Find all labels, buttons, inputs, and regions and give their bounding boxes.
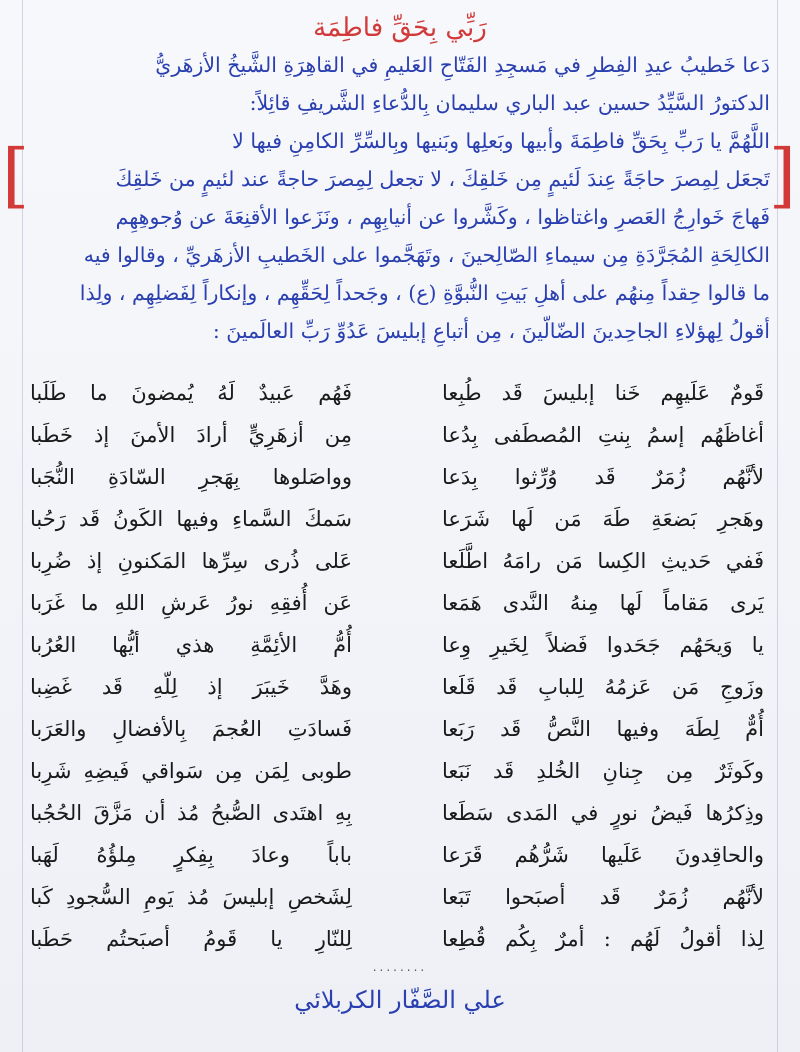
left-bracket: ] [2, 134, 30, 216]
intro-paragraph [24, 46, 770, 350]
verse-second-hemistich: طوبى لِمَن مِن سَواقي فَيضِهِ شَرِبا [30, 759, 352, 783]
page-title: رَبِّي بِحَقِّ فاطِمَة [313, 13, 487, 43]
verse-first-hemistich: قَومٌ عَلَيهِم خَنا إبليسَ قَد طُبِعا [442, 381, 764, 405]
verse [30, 540, 764, 582]
verse-first-hemistich: والحاقِدونَ عَلَيها شَرُّهُم قَرَعا [442, 843, 764, 867]
verse-first-hemistich: وكَوثَرٌ مِن جِنانِ الخُلدِ قَد نَبَعا [442, 759, 764, 783]
verse-second-hemistich: عَلى ذُرى سِرِّها المَكنونِ إذ ضُرِبا [30, 549, 352, 573]
intro-line: تَجعَل لِمِصرَ حاجَةً عِندَ لَئيمٍ مِن خَلقِكَ ، لا تجعل لِمِصرَ حاجةً عند لئيمٍ من خَلقِكَ [115, 167, 770, 191]
verse-first-hemistich: أغاظَهُم إسمُ بِنتِ المُصطَفى بِدُعا [442, 423, 764, 447]
verse [30, 456, 764, 498]
verse-second-hemistich: فَهُم عَبيدٌ لَهُ يُمضونَ ما طَلَبا [30, 381, 352, 405]
verse-second-hemistich: أُمُّ الأئِمَّةِ هذي أيُّها العُرُبا [30, 633, 352, 657]
verse [30, 414, 764, 456]
verse-second-hemistich: باباً وعادَ بِفِكرٍ مِلؤُهُ لَهَبا [30, 843, 352, 867]
verse [30, 498, 764, 540]
verse-second-hemistich: لِلنّارِ يا قَومُ أصبَحتُم حَطَبا [30, 927, 352, 951]
verse [30, 708, 764, 750]
poem [30, 372, 764, 962]
intro-line: الدكتورُ السَّيِّدُ حسين عبد الباري سليمان بِالدُّعاءِ الشَّريفِ قائِلاً: [249, 91, 770, 115]
intro-line: ما قالوا حِقداً مِنهُم على أهلِ بَيتِ النُّبوَّةِ (ع) ، وجَحداً لِحَقِّهِم ، وإنكاراً لِفَضلِهِم ، ولِذا [79, 281, 770, 305]
intro-line: اللَّهُمَّ يا رَبِّ بِحَقِّ فاطِمَةَ وأبيها وبَعلِها وبَنيها وبِالسِّرِّ الكامِنِ فيها لا [232, 129, 770, 153]
verse-second-hemistich: بِهِ اهتَدى الصُّبحُ مُذ أن مَزَّقَ الحُجُبا [30, 801, 352, 825]
verse [30, 666, 764, 708]
divider-dots: ........ [372, 960, 428, 974]
verse-first-hemistich: لِذا أقولُ لَهُم : أمرٌ بِكُم قُطِعا [442, 927, 764, 951]
verse-second-hemistich: عَن أُفقِهِ نورُ عَرشِ اللهِ ما غَرَبا [30, 591, 352, 615]
verse-second-hemistich: لِشَخصِ إبليسَ مُذ يَومِ السُّجودِ كَبا [30, 885, 352, 909]
verse [30, 624, 764, 666]
verse-first-hemistich: يَرى مَقاماً لَها مِنهُ النَّدى هَمَعا [442, 591, 764, 615]
intro-line: أقولُ لِهؤلاءِ الجاحِدينَ الضّالّينَ ، مِن أتباعِ إبليسَ عَدُوِّ رَبِّ العالَمينَ : [212, 319, 770, 343]
author-signature: علي الصَّفّار الكربلائي [294, 986, 506, 1014]
verse-second-hemistich: وواصَلوها بِهَجرِ السّادَةِ النُّجَبا [30, 465, 352, 489]
verse [30, 918, 764, 960]
verse-second-hemistich: وهَدَّ خَيبَرَ إذ لِلّهِ قَد غَضِبا [30, 675, 352, 699]
verse-first-hemistich: أُمٌّ لِطَهَ وفيها النَّصُّ قَد رَبَعا [442, 717, 764, 741]
verse-second-hemistich: سَمكَ السَّماءِ وفيها الكَونُ قَد رَحُبا [30, 507, 352, 531]
verse-first-hemistich: فَفي حَديثِ الكِسا مَن رامَهُ اطَّلَعا [442, 549, 764, 573]
intro-line: الكالِحَةِ المُجَرَّدَةِ مِن سيماءِ الصّالِحينَ ، وتَهَجَّموا على الخَطيبِ الأزهَريِّ ، وقالوا فيه [83, 243, 770, 267]
verse [30, 792, 764, 834]
verse [30, 372, 764, 414]
verse [30, 834, 764, 876]
right-bracket: [ [768, 134, 796, 216]
verse [30, 750, 764, 792]
verse-first-hemistich: يا وَيحَهُم جَحَدوا فَضلاً لِخَيرِ وِعا [442, 633, 764, 657]
verse-first-hemistich: لأنَّهُم زُمَرٌ قَد وُرِّثوا بِدَعا [442, 465, 764, 489]
verse-first-hemistich: وزَوجِ مَن عَزمُهُ لِلبابِ قَد قَلَعا [442, 675, 764, 699]
verse-second-hemistich: مِن أزهَرِيٍّ أرادَ الأمنَ إذ خَطَبا [30, 423, 352, 447]
verse-first-hemistich: وذِكرُها فَيضُ نورٍ في المَدى سَطَعا [442, 801, 764, 825]
verse-first-hemistich: وهَجرِ بَضعَةِ طَهَ مَن لَها شَرَعا [442, 507, 764, 531]
verse-second-hemistich: فَسادَتِ العُجمَ بِالأفضالِ والعَرَبا [30, 717, 352, 741]
intro-line: فَهاجَ خَوارِجُ العَصرِ واغتاظوا ، وكَشَّروا عن أنيابِهِم ، ونَزَعوا الأقنِعَةَ عن وُجوهِهِم [115, 205, 770, 229]
verse [30, 876, 764, 918]
verse [30, 582, 764, 624]
intro-line: دَعا خَطيبُ عيدِ الفِطرِ في مَسجِدِ الفَتّاحِ العَليمِ في القاهِرَةِ الشَّيخُ الأزهَريُّ [155, 53, 770, 77]
verse-first-hemistich: لأنَّهُم زُمَرٌ قَد أصبَحوا تَبَعا [442, 885, 764, 909]
